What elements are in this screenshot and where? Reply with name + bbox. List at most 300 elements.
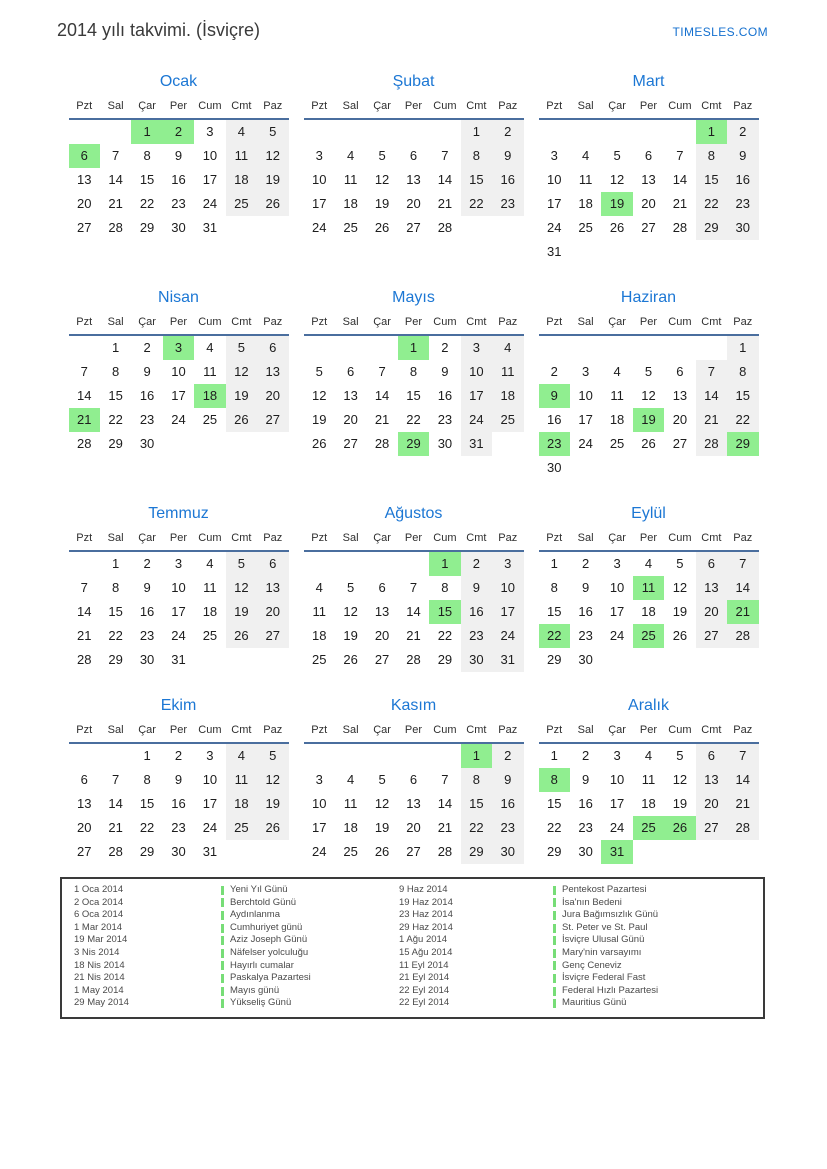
day-cell: 28 (437, 844, 453, 859)
page-header (0, 0, 827, 41)
day-cell: 26 (641, 436, 656, 451)
day-cell: 19 (672, 796, 688, 811)
day-cell: 13 (76, 172, 92, 187)
day-cell: 20 (257, 600, 288, 624)
day-cell: 25 (202, 412, 218, 427)
day-cell: 14 (437, 172, 453, 187)
day-cell: 9 (582, 580, 590, 595)
day-cell: 7 (676, 148, 684, 163)
holiday-date: 1 Ağu 2014 (399, 934, 448, 946)
empty-cell (335, 336, 366, 360)
day-cell: 26 (664, 816, 695, 840)
empty-cell (304, 552, 335, 576)
day-cell: 23 (492, 192, 523, 216)
holiday-date: 3 Nis 2014 (74, 946, 120, 958)
day-cell: 4 (613, 364, 621, 379)
holiday-marker-icon (221, 924, 224, 933)
day-cell: 15 (429, 600, 460, 624)
day-cell: 16 (578, 604, 593, 619)
day-cell: 7 (409, 580, 418, 595)
holiday-date: 29 May 2014 (74, 997, 129, 1009)
holiday-marker-icon (221, 936, 224, 945)
day-cell: 8 (461, 144, 492, 168)
empty-cell (398, 120, 429, 144)
day-cell: 25 (578, 220, 593, 235)
day-cell: 14 (76, 388, 92, 403)
holiday-name: İsa'nın Bedeni (562, 896, 622, 908)
weekday-label: Cmt (466, 100, 487, 112)
day-cell: 9 (582, 772, 590, 787)
weekday-label: Sal (342, 100, 359, 112)
day-cell: 29 (398, 432, 429, 456)
day-cell: 9 (174, 772, 183, 787)
day-cell: 5 (257, 744, 288, 768)
holiday-name-cell (221, 972, 399, 985)
day-cell: 18 (226, 168, 257, 192)
day-cell: 26 (374, 220, 390, 235)
holiday-marker-icon (553, 911, 556, 920)
holiday-date: 21 Eyl 2014 (399, 972, 450, 984)
day-cell: 11 (578, 172, 593, 187)
weekday-label: Per (169, 532, 188, 544)
empty-cell (69, 120, 100, 144)
weekday-label: Cmt (701, 100, 722, 112)
day-cell: 2 (174, 748, 183, 763)
day-cell: 25 (492, 408, 523, 432)
holiday-marker-icon (221, 974, 224, 983)
weekday-label: Cmt (701, 316, 722, 328)
weekday-label: Pzt (76, 316, 93, 328)
day-cell: 19 (257, 168, 288, 192)
day-cell: 4 (582, 148, 590, 163)
holiday-marker-icon (221, 898, 224, 907)
day-cell: 22 (461, 816, 492, 840)
empty-cell (601, 120, 632, 144)
day-cell: 20 (696, 792, 727, 816)
weekday-label: Cum (668, 724, 692, 736)
day-cell: 18 (492, 384, 523, 408)
day-cell: 19 (374, 820, 390, 835)
day-cell: 1 (461, 120, 492, 144)
day-cell: 25 (202, 628, 218, 643)
days-grid (539, 552, 759, 672)
weekday-label: Sal (107, 532, 124, 544)
site-link[interactable]: TIMESLES.COM (672, 25, 768, 39)
day-cell: 3 (163, 336, 194, 360)
day-cell: 15 (139, 796, 155, 811)
weekday-label: Paz (733, 100, 753, 112)
day-cell: 18 (311, 628, 327, 643)
holiday-date: 19 Mar 2014 (74, 934, 128, 946)
day-cell: 1 (398, 336, 429, 360)
day-cell: 27 (406, 220, 421, 235)
day-cell: 14 (406, 604, 421, 619)
day-cell: 3 (492, 552, 523, 576)
weekday-header-row (539, 720, 759, 744)
day-cell: 13 (257, 360, 288, 384)
day-cell: 26 (374, 844, 390, 859)
day-cell: 11 (610, 388, 624, 403)
day-cell: 27 (672, 436, 688, 451)
day-cell: 11 (343, 172, 358, 187)
weekday-label: Paz (498, 724, 518, 736)
day-cell: 8 (143, 148, 151, 163)
empty-cell (429, 120, 460, 144)
day-cell: 8 (143, 772, 151, 787)
day-cell: 18 (343, 196, 358, 211)
day-cell: 12 (257, 144, 288, 168)
day-cell: 17 (461, 384, 492, 408)
day-cell: 23 (727, 192, 758, 216)
holiday-marker-icon (553, 987, 556, 996)
weekday-label: Çar (373, 724, 391, 736)
day-cell: 2 (550, 364, 558, 379)
weekday-label: Pzt (76, 100, 93, 112)
day-cell: 21 (727, 600, 758, 624)
day-cell: 16 (546, 412, 562, 427)
holiday-name: Pentekost Pazartesi (562, 884, 647, 895)
day-cell: 20 (374, 628, 390, 643)
day-cell: 12 (672, 772, 688, 787)
day-cell: 29 (139, 220, 155, 235)
day-cell: 28 (76, 436, 92, 451)
weekday-label: Pzt (546, 724, 563, 736)
weekday-label: Cum (433, 724, 457, 736)
day-cell: 4 (206, 340, 214, 355)
day-cell: 5 (613, 148, 621, 163)
empty-cell (429, 744, 460, 768)
day-cell: 3 (582, 364, 590, 379)
day-cell: 1 (550, 748, 558, 763)
weekday-header-row (539, 96, 759, 120)
day-cell: 21 (727, 792, 758, 816)
weekday-label: Per (639, 316, 658, 328)
holiday-date: 18 Nis 2014 (74, 959, 125, 971)
day-cell: 6 (644, 148, 653, 163)
day-cell: 20 (406, 820, 421, 835)
day-cell: 22 (696, 192, 727, 216)
weekday-label: Pzt (546, 100, 563, 112)
day-cell: 2 (461, 552, 492, 576)
holiday-marker-icon (221, 911, 224, 920)
day-cell: 31 (546, 244, 562, 259)
day-cell: 23 (139, 628, 155, 643)
month-title: Aralık (628, 697, 669, 714)
weekday-label: Sal (107, 724, 124, 736)
holiday-marker-icon (221, 949, 224, 958)
day-cell: 31 (171, 652, 186, 667)
day-cell: 24 (311, 220, 327, 235)
day-cell: 27 (406, 844, 421, 859)
day-cell: 18 (194, 384, 225, 408)
holiday-name-cell (221, 997, 399, 1010)
holiday-name: Mary'nin varsayımı (562, 946, 642, 958)
day-cell: 1 (696, 120, 727, 144)
weekday-label: Çar (608, 724, 626, 736)
month-şubat (304, 74, 524, 240)
day-cell: 21 (672, 196, 688, 211)
days-grid (69, 336, 289, 456)
empty-cell (539, 336, 570, 360)
day-cell: 30 (578, 844, 593, 859)
weekday-label: Paz (263, 316, 283, 328)
weekday-header-row (304, 96, 524, 120)
day-cell: 14 (374, 388, 390, 403)
day-cell: 22 (108, 628, 123, 643)
day-cell: 15 (108, 388, 123, 403)
day-cell: 14 (108, 796, 123, 811)
days-grid (304, 552, 524, 672)
day-cell: 19 (601, 192, 632, 216)
day-cell: 14 (727, 576, 758, 600)
day-cell: 19 (257, 792, 288, 816)
day-cell: 7 (441, 772, 449, 787)
empty-cell (664, 120, 695, 144)
day-cell: 11 (312, 604, 326, 619)
day-cell: 22 (406, 412, 421, 427)
weekday-label: Sal (577, 532, 594, 544)
weekday-label: Sal (342, 316, 359, 328)
day-cell: 24 (171, 628, 186, 643)
day-cell: 4 (347, 148, 355, 163)
weekday-label: Per (169, 316, 188, 328)
weekday-label: Pzt (311, 532, 328, 544)
day-cell: 21 (437, 196, 453, 211)
day-cell: 15 (406, 388, 421, 403)
day-cell: 14 (727, 768, 758, 792)
weekday-label: Çar (138, 100, 156, 112)
day-cell: 21 (108, 820, 123, 835)
month-haziran (539, 290, 759, 480)
holiday-name-cell (221, 884, 399, 897)
weekday-label: Pzt (546, 316, 563, 328)
day-cell: 4 (206, 556, 214, 571)
day-cell: 29 (546, 844, 562, 859)
day-cell: 6 (80, 772, 88, 787)
day-cell: 3 (206, 124, 214, 139)
day-cell: 5 (226, 552, 257, 576)
day-cell: 27 (257, 624, 288, 648)
day-cell: 3 (550, 148, 558, 163)
month-title: Haziran (620, 289, 677, 306)
page-title: 2014 yılı takvimi. (İsviçre) (57, 20, 261, 40)
day-cell: 24 (609, 820, 625, 835)
day-cell: 2 (441, 340, 449, 355)
days-grid (304, 336, 524, 456)
day-cell: 5 (315, 364, 323, 379)
day-cell: 14 (76, 604, 92, 619)
holiday-date: 22 Eyl 2014 (399, 984, 450, 996)
day-cell: 27 (374, 652, 390, 667)
holiday-name: İsviçre Federal Fast (562, 972, 646, 984)
weekday-label: Paz (733, 316, 753, 328)
weekday-header-row (69, 720, 289, 744)
weekday-header-row (69, 312, 289, 336)
days-grid (539, 744, 759, 864)
day-cell: 12 (226, 576, 257, 600)
holiday-name: Paskalya Pazartesi (230, 972, 311, 984)
holiday-name: Federal Hızlı Pazartesi (562, 984, 659, 996)
day-cell: 28 (108, 220, 123, 235)
day-cell: 7 (112, 148, 120, 163)
day-cell: 2 (163, 120, 194, 144)
holiday-name: Mauritius Günü (562, 997, 627, 1009)
day-cell: 13 (696, 768, 727, 792)
day-cell: 15 (461, 168, 492, 192)
day-cell: 19 (311, 412, 327, 427)
empty-cell (398, 744, 429, 768)
empty-cell (633, 120, 664, 144)
day-cell: 13 (641, 172, 656, 187)
day-cell: 11 (343, 796, 358, 811)
weekday-label: Paz (733, 724, 753, 736)
day-cell: 19 (343, 628, 358, 643)
day-cell: 31 (461, 432, 492, 456)
day-cell: 17 (202, 796, 218, 811)
day-cell: 31 (492, 648, 523, 672)
month-title: Ekim (160, 697, 197, 714)
holiday-name: St. Peter ve St. Paul (562, 921, 648, 933)
weekday-header-row (539, 528, 759, 552)
holiday-marker-icon (553, 999, 556, 1008)
day-cell: 16 (461, 600, 492, 624)
day-cell: 15 (546, 604, 562, 619)
day-cell: 22 (139, 820, 155, 835)
holiday-name: Aziz Joseph Günü (230, 934, 308, 946)
weekday-label: Cum (198, 316, 222, 328)
empty-cell (570, 120, 601, 144)
day-cell: 28 (696, 432, 727, 456)
empty-cell (570, 336, 601, 360)
day-cell: 2 (582, 748, 590, 763)
day-cell: 10 (311, 796, 327, 811)
day-cell: 1 (112, 340, 120, 355)
weekday-label: Cum (433, 532, 457, 544)
day-cell: 16 (171, 172, 186, 187)
day-cell: 6 (409, 772, 418, 787)
day-cell: 26 (672, 628, 688, 643)
day-cell: 29 (696, 216, 727, 240)
empty-cell (335, 744, 366, 768)
day-cell: 29 (108, 652, 123, 667)
day-cell: 29 (108, 436, 123, 451)
day-cell: 27 (76, 844, 92, 859)
month-title: Eylül (631, 505, 666, 522)
day-cell: 20 (672, 412, 688, 427)
day-cell: 29 (461, 840, 492, 864)
day-cell: 21 (69, 408, 100, 432)
day-cell: 2 (143, 556, 151, 571)
day-cell: 18 (609, 412, 625, 427)
day-cell: 27 (343, 436, 358, 451)
weekday-label: Per (404, 316, 423, 328)
day-cell: 26 (226, 624, 257, 648)
weekday-label: Per (639, 100, 658, 112)
holiday-name: Yeni Yıl Günü (230, 884, 288, 895)
day-cell: 5 (378, 772, 386, 787)
weekday-label: Cmt (231, 316, 252, 328)
days-grid (304, 120, 524, 240)
day-cell: 6 (409, 148, 418, 163)
day-cell: 13 (406, 172, 421, 187)
day-cell: 5 (676, 556, 684, 571)
holiday-name-cell (553, 947, 763, 960)
month-temmuz (69, 506, 289, 672)
weekday-label: Per (639, 724, 658, 736)
weekday-label: Çar (608, 100, 626, 112)
day-cell: 15 (546, 796, 562, 811)
day-cell: 18 (226, 792, 257, 816)
day-cell: 9 (143, 364, 151, 379)
day-cell: 9 (174, 148, 183, 163)
day-cell: 18 (641, 796, 656, 811)
day-cell: 17 (171, 388, 186, 403)
day-cell: 9 (492, 144, 523, 168)
day-cell: 10 (609, 772, 625, 787)
weekday-label: Cum (433, 316, 457, 328)
weekday-label: Cmt (466, 316, 487, 328)
day-cell: 24 (461, 408, 492, 432)
day-cell: 24 (202, 196, 218, 211)
day-cell: 10 (578, 388, 593, 403)
day-cell: 9 (143, 580, 151, 595)
day-cell: 23 (171, 196, 186, 211)
day-cell: 19 (672, 604, 688, 619)
day-cell: 29 (727, 432, 758, 456)
day-cell: 28 (108, 844, 123, 859)
day-cell: 27 (257, 408, 288, 432)
day-cell: 12 (374, 796, 390, 811)
month-title: Mart (632, 73, 665, 90)
day-cell: 21 (696, 408, 727, 432)
day-cell: 17 (609, 604, 625, 619)
day-cell: 13 (406, 796, 421, 811)
day-cell: 2 (492, 744, 523, 768)
day-cell: 13 (672, 388, 688, 403)
month-ağustos (304, 506, 524, 672)
holiday-name-cell (553, 897, 763, 910)
weekday-label: Cum (198, 724, 222, 736)
weekday-label: Paz (733, 532, 753, 544)
day-cell: 3 (174, 556, 183, 571)
day-cell: 1 (143, 748, 151, 763)
empty-cell (304, 336, 335, 360)
day-cell: 3 (461, 336, 492, 360)
holiday-marker-icon (221, 999, 224, 1008)
day-cell: 7 (696, 360, 727, 384)
day-cell: 14 (672, 172, 688, 187)
day-cell: 30 (139, 436, 155, 451)
day-cell: 28 (672, 220, 688, 235)
empty-cell (366, 552, 397, 576)
weekday-label: Cmt (466, 532, 487, 544)
holiday-date: 1 Mar 2014 (74, 921, 123, 933)
day-cell: 11 (226, 144, 257, 168)
day-cell: 4 (644, 748, 653, 763)
day-cell: 6 (378, 580, 386, 595)
holiday-name-cell (553, 985, 763, 998)
holiday-name: Näfelser yolculuğu (230, 946, 309, 958)
weekday-label: Sal (107, 316, 124, 328)
day-cell: 1 (429, 552, 460, 576)
weekday-label: Pzt (76, 532, 93, 544)
empty-cell (100, 120, 131, 144)
day-cell: 8 (727, 360, 758, 384)
day-cell: 20 (76, 820, 92, 835)
day-cell: 20 (343, 412, 358, 427)
day-cell: 8 (112, 580, 120, 595)
day-cell: 4 (347, 772, 355, 787)
